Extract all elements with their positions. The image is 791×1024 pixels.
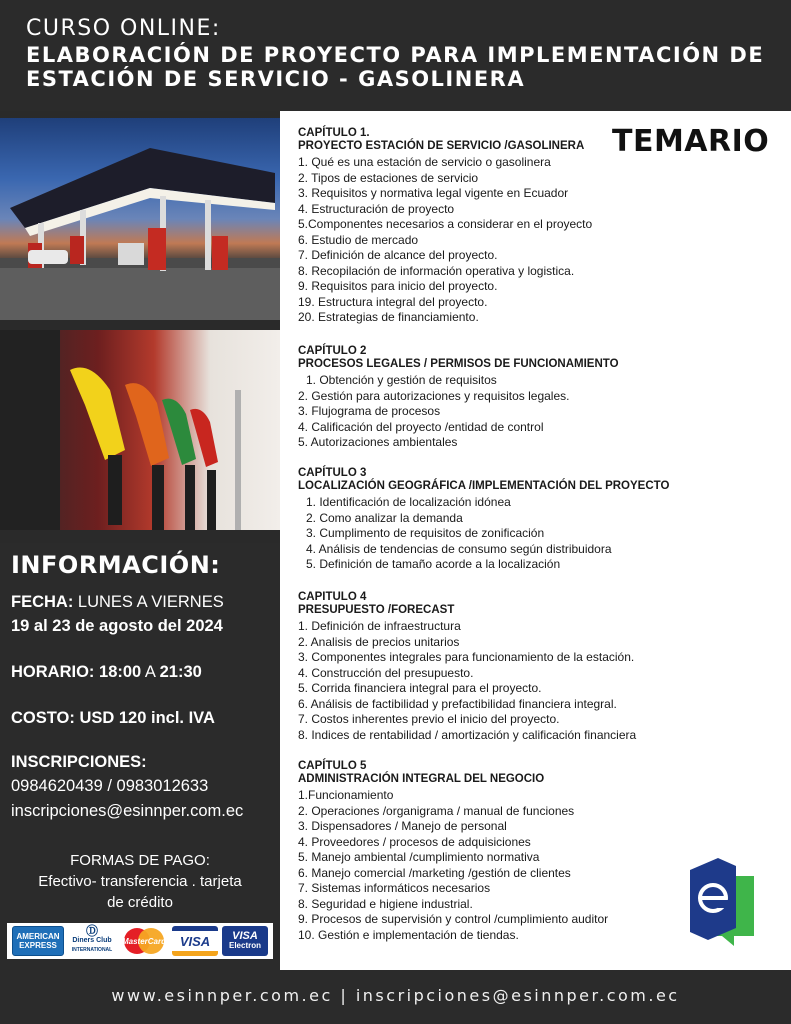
horario-end: 21:30 — [159, 663, 202, 681]
list-item: 4. Calificación del proyecto /entidad de control — [298, 419, 544, 434]
mastercard-card-icon — [120, 926, 168, 956]
list-item: 5.Componentes necesarios a considerar en el proyecto — [298, 217, 593, 231]
diners-line1: Diners Club — [72, 937, 112, 944]
chapter-1 — [298, 127, 788, 326]
list-item: 6. Manejo comercial /marketing /gestión de clientes — [298, 865, 571, 880]
list-item: 20. Estrategias de financiamiento. — [298, 310, 479, 324]
course-title-line2: ESTACIÓN DE SERVICIO - GASOLINERA — [26, 67, 526, 91]
amex-line1: AMERICAN — [16, 932, 60, 941]
diners-card-icon: Ⓓ Diners Club INTERNATIONAL — [68, 926, 116, 956]
esinnper-logo-icon — [688, 856, 758, 948]
list-item: 3. Componentes integrales para funcionamiento de la estación. — [298, 650, 635, 664]
list-item: 1. Obtención y gestión de requisitos — [306, 373, 497, 387]
horario-start: 18:00 — [99, 663, 142, 681]
chapter-subtitle: PROYECTO ESTACIÓN DE SERVICIO /GASOLINERA — [298, 140, 585, 152]
pago-heading: FORMAS DE PAGO: — [70, 852, 210, 869]
visa-electron-label2: Electron — [228, 941, 261, 950]
list-item: 2. Analisis de precios unitarios — [298, 634, 460, 649]
temario-title: TEMARIO — [612, 124, 770, 159]
inscripciones-label: INSCRIPCIONES: — [11, 753, 147, 771]
diners-line2: INTERNATIONAL — [71, 947, 113, 953]
list-item: 3. Requisitos y normativa legal vigente en Ecuador — [298, 186, 569, 200]
list-item: 9. Procesos de supervisión y control /cumplimiento auditor — [298, 912, 609, 926]
list-item: 8. Seguridad e higiene industrial. — [298, 896, 473, 911]
horario-row — [11, 663, 202, 682]
header-banner — [0, 0, 791, 111]
list-item: 3. Dispensadores / Manejo de personal — [298, 819, 507, 833]
email-link[interactable]: inscripciones@esinnper.com.ec — [11, 802, 244, 820]
list-item: 1.Funcionamiento — [298, 788, 394, 802]
list-item: 10. Gestión e implementación de tiendas. — [298, 927, 519, 942]
list-item: 9. Requisitos para inicio del proyecto. — [298, 279, 498, 293]
syllabus-panel — [280, 111, 791, 970]
list-item: 1. Definición de infraestructura — [298, 619, 461, 633]
course-title-line1: ELABORACIÓN DE PROYECTO PARA IMPLEMENTACIÓN DE — [26, 43, 765, 67]
list-item: 4. Construcción del presupuesto. — [298, 665, 474, 680]
visa-electron-label1: VISA — [232, 930, 258, 942]
list-item: 7. Sistemas informáticos necesarios — [298, 881, 491, 895]
fuel-nozzles-photo — [0, 330, 280, 530]
visa-electron-card-icon — [222, 926, 268, 956]
horario-sep: A — [144, 663, 156, 681]
list-item: 5. Manejo ambiental /cumplimiento normativa — [298, 850, 540, 864]
list-item: 4. Análisis de tendencias de consumo según distribuidora — [306, 541, 612, 556]
list-item: 4. Estructuración de proyecto — [298, 201, 455, 216]
visa-card-icon — [172, 926, 218, 956]
fecha-row — [11, 593, 224, 612]
list-item: 4. Proveedores / procesos de adquisiciones — [298, 834, 531, 849]
list-item: 7. Costos inherentes previo el inicio del proyecto. — [298, 712, 560, 726]
chapter-4 — [298, 591, 788, 743]
list-item: 19. Estructura integral del proyecto. — [298, 294, 488, 309]
fecha-label: FECHA: — [11, 593, 74, 611]
list-item: 3. Flujograma de procesos — [298, 404, 441, 418]
payment-cards — [7, 923, 273, 959]
pago-methods-line2: de crédito — [107, 894, 173, 911]
list-item: 2. Operaciones /organigrama / manual de funciones — [298, 803, 575, 818]
chapter-subtitle: LOCALIZACIÓN GEOGRÁFICA /IMPLEMENTACIÓN DEL PROYECTO — [298, 480, 670, 492]
info-title: INFORMACIÓN: — [11, 551, 221, 579]
chapter-heading: CAPÍTULO 1. — [298, 127, 370, 139]
chapter-heading: CAPÍTULO 5 — [298, 760, 367, 772]
gas-station-photo — [0, 118, 280, 320]
amex-card-icon — [12, 926, 64, 956]
info-panel — [0, 543, 280, 970]
chapter-heading: CAPÍTULO 3 — [298, 467, 367, 479]
phone-numbers: 0984620439 / 0983012633 — [11, 777, 209, 795]
chapter-3 — [298, 467, 788, 573]
list-item: 2. Gestión para autorizaciones y requisitos legales. — [298, 388, 570, 403]
list-item: 2. Como analizar la demanda — [306, 510, 463, 525]
visa-label: VISA — [179, 933, 211, 949]
horario-label: HORARIO: — [11, 663, 95, 681]
amex-line2: EXPRESS — [19, 941, 57, 950]
list-item: 1. Identificación de localización idónea — [306, 495, 511, 509]
list-item: 5. Autorizaciones ambientales — [298, 435, 458, 449]
list-item: 5. Definición de tamaño acorde a la localización — [306, 557, 561, 571]
chapter-2 — [298, 345, 788, 451]
list-item: 1. Qué es una estación de servicio o gasolinera — [298, 155, 551, 169]
chapter-subtitle: ADMINISTRACIÓN INTEGRAL DEL NEGOCIO — [298, 773, 545, 785]
list-item: 3. Cumplimento de requisitos de zonificación — [306, 526, 545, 540]
mastercard-label: MasterCard — [121, 936, 166, 946]
list-item: 6. Análisis de factibilidad y prefactibilidad financiera integral. — [298, 696, 617, 711]
chapter-subtitle: PROCESOS LEGALES / PERMISOS DE FUNCIONAMIENTO — [298, 358, 619, 370]
list-item: 6. Estudio de mercado — [298, 232, 419, 247]
footer-contact[interactable]: www.esinnper.com.ec | inscripciones@esinnper.com.ec — [111, 986, 680, 1005]
chapter-heading: CAPÍTULO 2 — [298, 345, 367, 357]
chapter-heading: CAPITULO 4 — [298, 591, 367, 603]
fecha-value: LUNES A VIERNES — [77, 593, 224, 611]
course-label: CURSO ONLINE: — [26, 16, 221, 41]
list-item: 8. Indices de rentabilidad / amortización y calificación financiera — [298, 727, 637, 742]
list-item: 8. Recopilación de información operativa y logistica. — [298, 263, 575, 278]
footer — [0, 970, 791, 1024]
list-item: 7. Definición de alcance del proyecto. — [298, 248, 498, 262]
list-item: 2. Tipos de estaciones de servicio — [298, 170, 479, 185]
list-item: 5. Corrida financiera integral para el proyecto. — [298, 681, 542, 695]
fecha-dates: 19 al 23 de agosto del 2024 — [11, 617, 223, 635]
pago-methods-line1: Efectivo- transferencia . tarjeta — [38, 873, 242, 890]
chapter-subtitle: PRESUPUESTO /FORECAST — [298, 604, 455, 616]
costo-text: COSTO: USD 120 incl. IVA — [11, 709, 215, 727]
